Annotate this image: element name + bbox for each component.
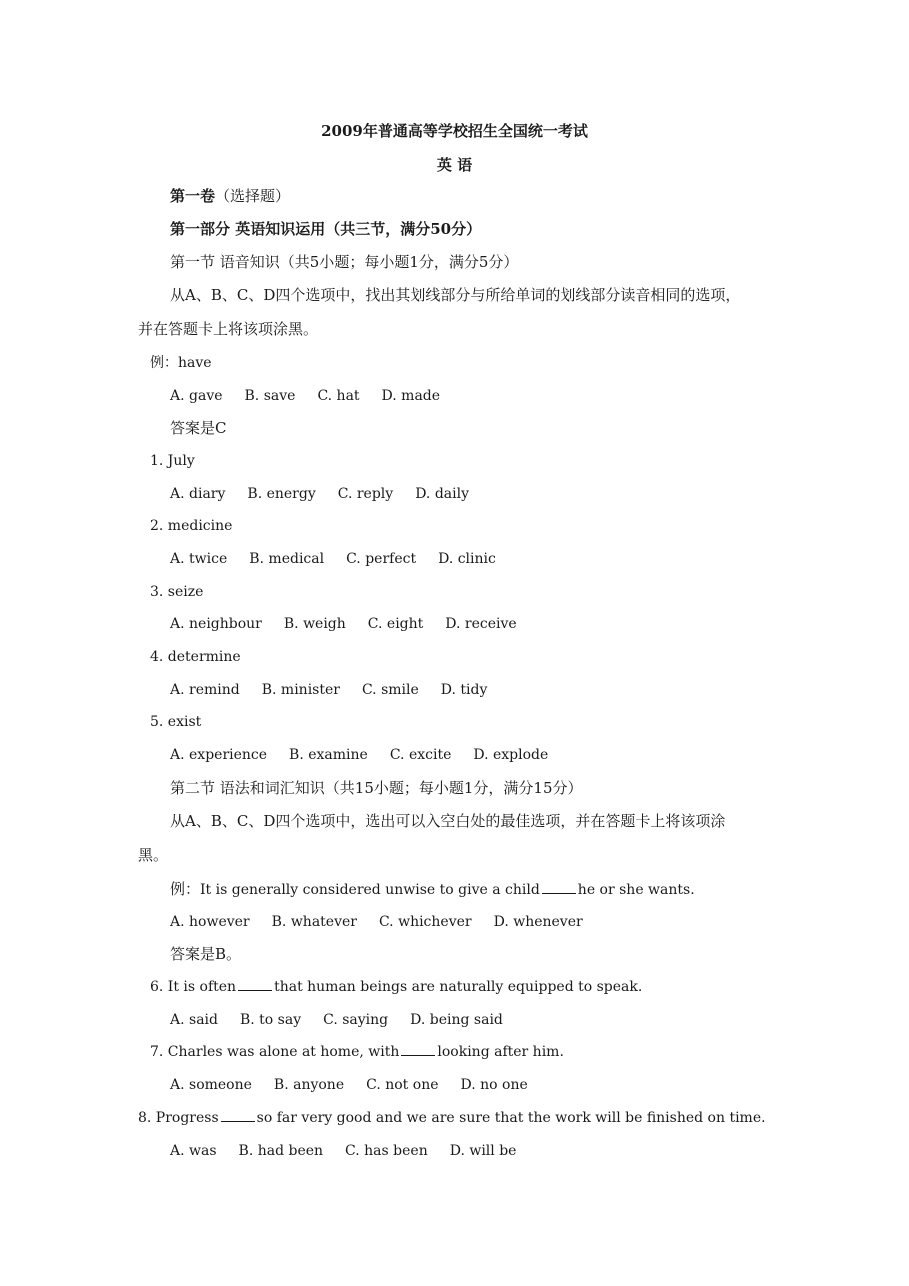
subject-title: 英 语 <box>436 156 473 174</box>
option-a: A. remind <box>170 682 240 698</box>
option-b: B. energy <box>247 486 316 502</box>
stem-after-blank: that human beings are naturally equipped to speak. <box>274 979 643 995</box>
option-c: C. whichever <box>378 914 472 930</box>
option-b: B. examine <box>289 747 368 763</box>
option-d: D. made <box>381 388 441 404</box>
option-a: A. experience <box>170 747 268 763</box>
option-c: C. has been <box>345 1143 428 1159</box>
answer-blank <box>221 1109 255 1122</box>
example-options <box>170 912 583 932</box>
option-d: D. being said <box>410 1012 503 1028</box>
section2-instruction: 从A、B、C、D四个选项中，选出可以入空白处的最佳选项，并在答题卡上将该项涂 <box>170 812 726 830</box>
stem-before-blank: 8. Progress <box>138 1110 219 1126</box>
option-a: A. diary <box>170 486 226 502</box>
example-stem: 例：have <box>150 355 212 371</box>
option-b: B. to say <box>239 1012 302 1028</box>
question-options <box>170 614 517 634</box>
volume-label: 第一卷 <box>170 187 216 205</box>
example-answer: 答案是B。 <box>170 945 242 963</box>
option-b: B. save <box>244 388 296 404</box>
question-stem: 4. determine <box>150 649 241 665</box>
option-a: A. however <box>170 914 250 930</box>
option-b: B. weigh <box>283 616 346 632</box>
stem-after-blank: he or she wants. <box>577 882 695 898</box>
option-d: D. no one <box>460 1077 528 1093</box>
question-options <box>170 745 548 765</box>
option-c: C. not one <box>366 1077 439 1093</box>
exam-title: 2009年普通高等学校招生全国统一考试 <box>321 122 588 140</box>
question-stem: 1. July <box>150 453 195 469</box>
question-options <box>170 549 496 569</box>
answer-blank <box>238 978 272 991</box>
option-c: C. eight <box>367 616 424 632</box>
question-stem: 3. seize <box>150 584 204 600</box>
example-prefix: 例： <box>170 880 201 898</box>
option-c: C. perfect <box>346 551 417 567</box>
stem-before-blank: 7. Charles was alone at home, with <box>150 1044 400 1060</box>
stem-before-blank: It is generally considered unwise to give a child <box>200 882 540 898</box>
section1-heading: 第一节 语音知识（共5小题；每小题1分，满分5分） <box>170 253 519 271</box>
question-stem <box>150 977 642 997</box>
option-c: C. excite <box>389 747 452 763</box>
option-a: A. was <box>170 1143 217 1159</box>
option-c: C. smile <box>361 682 419 698</box>
question-options <box>170 484 469 504</box>
option-c: C. hat <box>317 388 360 404</box>
section2-instruction-cont: 黑。 <box>138 846 169 864</box>
question-stem <box>150 1042 564 1062</box>
option-d: D. will be <box>449 1143 517 1159</box>
answer-blank <box>542 881 576 894</box>
example-answer: 答案是C <box>170 419 227 437</box>
option-a: A. someone <box>170 1077 252 1093</box>
option-b: B. medical <box>249 551 325 567</box>
option-b: B. whatever <box>271 914 357 930</box>
option-d: D. whenever <box>493 914 583 930</box>
question-stem: 5. exist <box>150 714 202 730</box>
answer-blank <box>401 1043 435 1056</box>
option-c: C. saying <box>323 1012 389 1028</box>
option-a: A. neighbour <box>170 616 262 632</box>
part1-heading: 第一部分 英语知识运用（共三节，满分50分） <box>170 220 482 238</box>
option-b: B. had been <box>238 1143 324 1159</box>
example-stem <box>170 879 695 900</box>
option-a: A. twice <box>170 551 228 567</box>
option-b: B. minister <box>261 682 340 698</box>
question-options <box>170 1141 516 1161</box>
option-c: C. reply <box>337 486 394 502</box>
volume-heading <box>170 186 290 206</box>
question-stem: 2. medicine <box>150 518 233 534</box>
option-d: D. clinic <box>438 551 496 567</box>
stem-after-blank: looking after him. <box>437 1044 564 1060</box>
example-options <box>170 386 440 406</box>
question-options <box>170 680 487 700</box>
section1-instruction: 从A、B、C、D四个选项中，找出其划线部分与所给单词的划线部分读音相同的选项， <box>170 286 741 304</box>
volume-type: （选择题） <box>215 187 291 205</box>
option-d: D. daily <box>415 486 470 502</box>
question-stem <box>138 1108 766 1128</box>
stem-before-blank: 6. It is often <box>150 979 237 995</box>
question-options <box>170 1010 503 1030</box>
option-b: B. anyone <box>273 1077 345 1093</box>
stem-after-blank: so far very good and we are sure that the work will be finished on time. <box>256 1110 766 1126</box>
option-d: D. explode <box>473 747 549 763</box>
question-options <box>170 1075 528 1095</box>
section2-heading: 第二节 语法和词汇知识（共15小题；每小题1分，满分15分） <box>170 779 583 797</box>
option-a: A. gave <box>170 388 223 404</box>
option-d: D. tidy <box>440 682 488 698</box>
section1-instruction-cont: 并在答题卡上将该项涂黑。 <box>138 320 319 338</box>
option-a: A. said <box>170 1012 218 1028</box>
option-d: D. receive <box>445 616 517 632</box>
